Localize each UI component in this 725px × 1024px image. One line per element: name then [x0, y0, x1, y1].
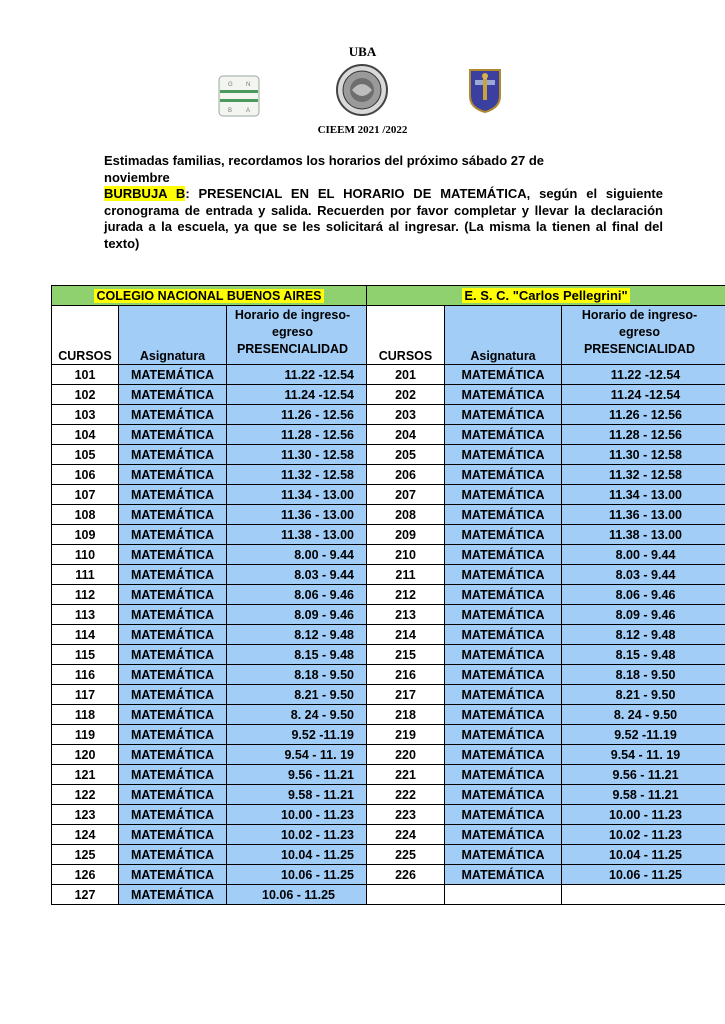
asignatura-1-cell: MATEMÁTICA: [119, 825, 227, 845]
asignatura-1-cell: MATEMÁTICA: [119, 605, 227, 625]
curso-1-cell: 118: [52, 705, 119, 725]
asignatura-1-cell: MATEMÁTICA: [119, 645, 227, 665]
col-cursos-2: CURSOS: [367, 306, 445, 365]
table-row: [52, 805, 725, 825]
asignatura-2-cell: MATEMÁTICA: [445, 845, 562, 865]
col-horario-2: Horario de ingreso- egreso PRESENCIALIDAD: [562, 306, 725, 365]
curso-2-cell: 208: [367, 505, 445, 525]
asignatura-1-cell: MATEMÁTICA: [119, 525, 227, 545]
horario-1-cell: 11.26 - 12.56: [227, 405, 367, 425]
curso-1-cell: 125: [52, 845, 119, 865]
horario-1-cell: 9.56 - 11.21: [227, 765, 367, 785]
curso-2-cell: 214: [367, 625, 445, 645]
col-cursos-1: CURSOS: [52, 306, 119, 365]
uba-title: UBA: [348, 44, 377, 59]
asignatura-2-cell: MATEMÁTICA: [445, 445, 562, 465]
asignatura-1-cell: MATEMÁTICA: [119, 865, 227, 885]
curso-1-cell: 110: [52, 545, 119, 565]
asignatura-2-cell: MATEMÁTICA: [445, 805, 562, 825]
asignatura-2-cell: MATEMÁTICA: [445, 425, 562, 445]
pellegrini-shield-logo: [467, 66, 503, 114]
asignatura-2-cell: [445, 885, 562, 905]
curso-2-cell: 212: [367, 585, 445, 605]
curso-1-cell: 107: [52, 485, 119, 505]
horario-2-cell: 9.56 - 11.21: [562, 765, 725, 785]
asignatura-1-cell: MATEMÁTICA: [119, 785, 227, 805]
curso-2-cell: 220: [367, 745, 445, 765]
curso-2-cell: 201: [367, 365, 445, 385]
curso-1-cell: 114: [52, 625, 119, 645]
asignatura-2-cell: MATEMÁTICA: [445, 705, 562, 725]
asignatura-2-cell: MATEMÁTICA: [445, 405, 562, 425]
asignatura-1-cell: MATEMÁTICA: [119, 665, 227, 685]
curso-1-cell: 124: [52, 825, 119, 845]
horario-1-cell: 8.18 - 9.50: [227, 665, 367, 685]
curso-2-cell: 219: [367, 725, 445, 745]
horario-2-cell: 8.03 - 9.44: [562, 565, 725, 585]
curso-1-cell: 101: [52, 365, 119, 385]
asignatura-2-cell: MATEMÁTICA: [445, 785, 562, 805]
curso-1-cell: 105: [52, 445, 119, 465]
horario-2-cell: 10.06 - 11.25: [562, 865, 725, 885]
horario-2-cell: 11.24 -12.54: [562, 385, 725, 405]
asignatura-2-cell: MATEMÁTICA: [445, 765, 562, 785]
col-asignatura-2: Asignatura: [445, 306, 562, 365]
curso-2-cell: 209: [367, 525, 445, 545]
asignatura-1-cell: MATEMÁTICA: [119, 445, 227, 465]
instructions-text: : PRESENCIAL EN EL HORARIO DE MATEMÁTICA, según el siguiente cronograma de entrada y salida. Recuerden por favor completar y llevar la declaración jurada a la escuela, ya que se les solicitará al ingresar. (La misma la tienen al final del texto): [104, 186, 663, 251]
curso-2-cell: 223: [367, 805, 445, 825]
schedule-table: [51, 285, 725, 905]
horario-2-cell: 11.34 - 13.00: [562, 485, 725, 505]
table-row: [52, 765, 725, 785]
curso-1-cell: 119: [52, 725, 119, 745]
curso-1-cell: 127: [52, 885, 119, 905]
table-row: [52, 685, 725, 705]
table-row: [52, 825, 725, 845]
curso-1-cell: 126: [52, 865, 119, 885]
horario-2-cell: 10.00 - 11.23: [562, 805, 725, 825]
horario-1-cell: 9.58 - 11.21: [227, 785, 367, 805]
asignatura-1-cell: MATEMÁTICA: [119, 745, 227, 765]
table-header-row: [52, 306, 725, 365]
horario-1-cell: 8.09 - 9.46: [227, 605, 367, 625]
curso-2-cell: 207: [367, 485, 445, 505]
horario-1-cell: 11.24 -12.54: [227, 385, 367, 405]
horario-1-cell: 8.03 - 9.44: [227, 565, 367, 585]
horario-2-cell: 9.58 - 11.21: [562, 785, 725, 805]
asignatura-1-cell: MATEMÁTICA: [119, 625, 227, 645]
curso-2-cell: 217: [367, 685, 445, 705]
asignatura-1-cell: MATEMÁTICA: [119, 485, 227, 505]
curso-2-cell: 203: [367, 405, 445, 425]
col-asignatura-1: Asignatura: [119, 306, 227, 365]
table-row: [52, 525, 725, 545]
asignatura-1-cell: MATEMÁTICA: [119, 765, 227, 785]
asignatura-2-cell: MATEMÁTICA: [445, 565, 562, 585]
horario-2-cell: 8.09 - 9.46: [562, 605, 725, 625]
asignatura-1-cell: MATEMÁTICA: [119, 365, 227, 385]
horario-2-cell: 9.52 -11.19: [562, 725, 725, 745]
curso-2-cell: 202: [367, 385, 445, 405]
table-row: [52, 485, 725, 505]
asignatura-1-cell: MATEMÁTICA: [119, 565, 227, 585]
horario-1-cell: 10.06 - 11.25: [227, 865, 367, 885]
curso-2-cell: 205: [367, 445, 445, 465]
horario-1-cell: 10.00 - 11.23: [227, 805, 367, 825]
table-row: [52, 725, 725, 745]
curso-2-cell: 221: [367, 765, 445, 785]
horario-1-cell: 11.38 - 13.00: [227, 525, 367, 545]
asignatura-1-cell: MATEMÁTICA: [119, 465, 227, 485]
horario-2-cell: 10.04 - 11.25: [562, 845, 725, 865]
asignatura-2-cell: MATEMÁTICA: [445, 365, 562, 385]
horario-2-cell: 11.30 - 12.58: [562, 445, 725, 465]
horario-2-cell: 11.38 - 13.00: [562, 525, 725, 545]
horario-2-cell: 8.12 - 9.48: [562, 625, 725, 645]
asignatura-2-cell: MATEMÁTICA: [445, 665, 562, 685]
asignatura-1-cell: MATEMÁTICA: [119, 425, 227, 445]
horario-1-cell: 11.34 - 13.00: [227, 485, 367, 505]
table-row: [52, 505, 725, 525]
burbuja-highlight: BURBUJA B: [104, 186, 186, 201]
horario-2-cell: 10.02 - 11.23: [562, 825, 725, 845]
curso-2-cell: 210: [367, 545, 445, 565]
asignatura-2-cell: MATEMÁTICA: [445, 625, 562, 645]
asignatura-2-cell: MATEMÁTICA: [445, 525, 562, 545]
horario-2-cell: 8.21 - 9.50: [562, 685, 725, 705]
asignatura-1-cell: MATEMÁTICA: [119, 385, 227, 405]
asignatura-1-cell: MATEMÁTICA: [119, 505, 227, 525]
asignatura-1-cell: MATEMÁTICA: [119, 545, 227, 565]
horario-1-cell: 10.02 - 11.23: [227, 825, 367, 845]
table-row: [52, 865, 725, 885]
horario-1-cell: 8.15 - 9.48: [227, 645, 367, 665]
curso-1-cell: 123: [52, 805, 119, 825]
table-row: [52, 785, 725, 805]
curso-1-cell: 112: [52, 585, 119, 605]
intro-text: Estimadas familias, recordamos los horarios del próximo sábado 27 de noviembre: [104, 153, 544, 185]
horario-2-cell: 11.22 -12.54: [562, 365, 725, 385]
curso-1-cell: 111: [52, 565, 119, 585]
curso-2-cell: [367, 885, 445, 905]
asignatura-2-cell: MATEMÁTICA: [445, 745, 562, 765]
svg-text:B: B: [228, 108, 233, 114]
curso-1-cell: 103: [52, 405, 119, 425]
table-row: [52, 445, 725, 465]
horario-1-cell: 9.52 -11.19: [227, 725, 367, 745]
curso-2-cell: 206: [367, 465, 445, 485]
table-row: [52, 405, 725, 425]
table-row: [52, 425, 725, 445]
table-row: [52, 645, 725, 665]
table-row: [52, 385, 725, 405]
asignatura-2-cell: MATEMÁTICA: [445, 465, 562, 485]
col-horario-1: Horario de ingreso- egreso PRESENCIALIDAD: [227, 306, 367, 365]
curso-2-cell: 224: [367, 825, 445, 845]
curso-1-cell: 121: [52, 765, 119, 785]
table-row: [52, 465, 725, 485]
horario-2-cell: 8.15 - 9.48: [562, 645, 725, 665]
horario-1-cell: 8.00 - 9.44: [227, 545, 367, 565]
table-row: [52, 625, 725, 645]
horario-2-cell: 8.18 - 9.50: [562, 665, 725, 685]
asignatura-1-cell: MATEMÁTICA: [119, 405, 227, 425]
horario-1-cell: 8.21 - 9.50: [227, 685, 367, 705]
table-row: [52, 705, 725, 725]
curso-1-cell: 108: [52, 505, 119, 525]
asignatura-1-cell: MATEMÁTICA: [119, 885, 227, 905]
horario-2-cell: 11.36 - 13.00: [562, 505, 725, 525]
asignatura-2-cell: MATEMÁTICA: [445, 505, 562, 525]
horario-1-cell: 11.36 - 13.00: [227, 505, 367, 525]
horario-1-cell: 10.04 - 11.25: [227, 845, 367, 865]
horario-1-cell: 11.30 - 12.58: [227, 445, 367, 465]
table-row: [52, 845, 725, 865]
horario-1-cell: 9.54 - 11. 19: [227, 745, 367, 765]
curso-2-cell: 225: [367, 845, 445, 865]
asignatura-1-cell: MATEMÁTICA: [119, 705, 227, 725]
horario-2-cell: 11.32 - 12.58: [562, 465, 725, 485]
asignatura-1-cell: MATEMÁTICA: [119, 685, 227, 705]
horario-1-cell: 11.22 -12.54: [227, 365, 367, 385]
curso-1-cell: 109: [52, 525, 119, 545]
curso-1-cell: 113: [52, 605, 119, 625]
horario-1-cell: 10.06 - 11.25: [227, 885, 367, 905]
svg-text:N: N: [246, 82, 251, 88]
curso-1-cell: 102: [52, 385, 119, 405]
school1-header: COLEGIO NACIONAL BUENOS AIRES: [52, 286, 367, 306]
curso-2-cell: 204: [367, 425, 445, 445]
table-title-row: [52, 286, 725, 306]
instructions-paragraph: [104, 186, 663, 252]
horario-2-cell: 8.06 - 9.46: [562, 585, 725, 605]
horario-1-cell: 8.12 - 9.48: [227, 625, 367, 645]
cnba-crest-logo: [218, 75, 260, 117]
curso-2-cell: 222: [367, 785, 445, 805]
table-row: [52, 365, 725, 385]
table-row: [52, 745, 725, 765]
curso-1-cell: 117: [52, 685, 119, 705]
curso-1-cell: 122: [52, 785, 119, 805]
asignatura-2-cell: MATEMÁTICA: [445, 865, 562, 885]
curso-1-cell: 116: [52, 665, 119, 685]
svg-text:G: G: [228, 82, 233, 88]
asignatura-2-cell: MATEMÁTICA: [445, 485, 562, 505]
table-row: [52, 545, 725, 565]
asignatura-1-cell: MATEMÁTICA: [119, 845, 227, 865]
horario-2-cell: [562, 885, 725, 905]
curso-2-cell: 213: [367, 605, 445, 625]
asignatura-1-cell: MATEMÁTICA: [119, 725, 227, 745]
curso-1-cell: 115: [52, 645, 119, 665]
uba-seal-logo: [334, 64, 390, 116]
horario-1-cell: 8.06 - 9.46: [227, 585, 367, 605]
horario-1-cell: 11.32 - 12.58: [227, 465, 367, 485]
curso-2-cell: 211: [367, 565, 445, 585]
cieem-subtitle: CIEEM 2021 /2022: [317, 124, 408, 136]
asignatura-2-cell: MATEMÁTICA: [445, 645, 562, 665]
asignatura-1-cell: MATEMÁTICA: [119, 805, 227, 825]
asignatura-1-cell: MATEMÁTICA: [119, 585, 227, 605]
horario-2-cell: 8. 24 - 9.50: [562, 705, 725, 725]
curso-2-cell: 218: [367, 705, 445, 725]
curso-1-cell: 106: [52, 465, 119, 485]
asignatura-2-cell: MATEMÁTICA: [445, 545, 562, 565]
horario-1-cell: 8. 24 - 9.50: [227, 705, 367, 725]
horario-2-cell: 8.00 - 9.44: [562, 545, 725, 565]
asignatura-2-cell: MATEMÁTICA: [445, 585, 562, 605]
curso-2-cell: 216: [367, 665, 445, 685]
asignatura-2-cell: MATEMÁTICA: [445, 825, 562, 845]
horario-2-cell: 9.54 - 11. 19: [562, 745, 725, 765]
curso-2-cell: 226: [367, 865, 445, 885]
table-row: [52, 885, 725, 905]
asignatura-2-cell: MATEMÁTICA: [445, 725, 562, 745]
curso-2-cell: 215: [367, 645, 445, 665]
horario-2-cell: 11.28 - 12.56: [562, 425, 725, 445]
asignatura-2-cell: MATEMÁTICA: [445, 605, 562, 625]
asignatura-2-cell: MATEMÁTICA: [445, 385, 562, 405]
table-row: [52, 565, 725, 585]
horario-1-cell: 11.28 - 12.56: [227, 425, 367, 445]
table-row: [52, 665, 725, 685]
curso-1-cell: 120: [52, 745, 119, 765]
school2-header: E. S. C. "Carlos Pellegrini": [367, 286, 725, 306]
asignatura-2-cell: MATEMÁTICA: [445, 685, 562, 705]
curso-1-cell: 104: [52, 425, 119, 445]
svg-text:A: A: [246, 108, 251, 114]
horario-2-cell: 11.26 - 12.56: [562, 405, 725, 425]
table-row: [52, 605, 725, 625]
table-row: [52, 585, 725, 605]
